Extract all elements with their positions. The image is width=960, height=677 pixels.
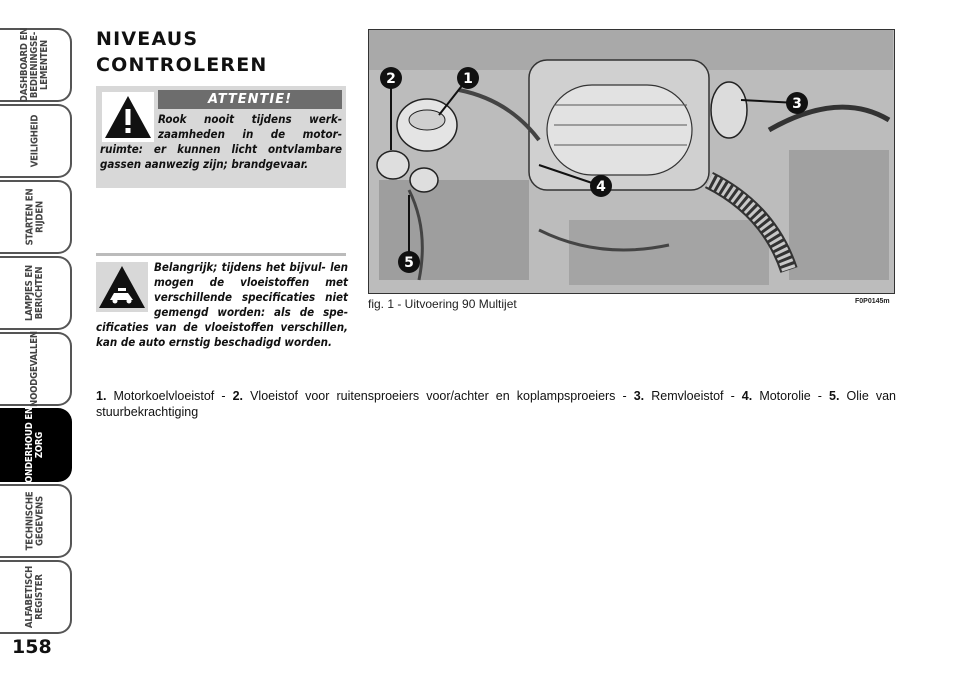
figure-caption: fig. 1 - Uitvoering 90 Multijet xyxy=(368,297,517,311)
warning-heading: ATTENTIE! xyxy=(158,90,342,109)
tab-noodgevallen[interactable] xyxy=(0,332,72,406)
tab-label: LAMPJES EN BERICHTEN xyxy=(23,265,45,321)
legend-num: 3. xyxy=(633,389,645,403)
callout-2 xyxy=(380,67,402,89)
legend-text: Motorkoelvloeistof xyxy=(113,389,215,403)
tab-alfabetisch-register[interactable] xyxy=(0,560,72,634)
warning-text-wrap xyxy=(100,112,342,172)
callout-1 xyxy=(457,67,479,89)
legend-text: Olie van stuurbekrachtiging xyxy=(96,389,896,419)
tab-technische-gegevens[interactable] xyxy=(0,484,72,558)
callout-5-label: 5 xyxy=(404,255,414,271)
page-title: NIVEAUS CONTROLEREN xyxy=(96,28,268,76)
note-divider xyxy=(96,253,346,256)
legend-text: Motorolie xyxy=(759,389,811,403)
tab-label: DASHBOARD EN BEDIENINGSE- LEMENTEN xyxy=(19,27,50,103)
legend-text: Remvloeistof xyxy=(651,389,724,403)
tab-label: ONDERHOUD EN ZORG xyxy=(24,407,45,483)
legend-separator: - xyxy=(214,389,233,403)
legend-num: 2. xyxy=(232,389,243,403)
legend-separator: - xyxy=(615,389,634,403)
legend-num: 5. xyxy=(829,389,840,403)
callout-2-label: 2 xyxy=(386,71,396,87)
legend-num: 4. xyxy=(741,389,753,403)
figure-legend xyxy=(96,388,896,420)
callout-1-label: 1 xyxy=(463,71,473,87)
tab-label: TECHNISCHE GEGEVENS xyxy=(23,491,45,551)
callout-4 xyxy=(590,175,612,197)
callout-4-label: 4 xyxy=(596,179,606,195)
tab-label: VEILIGHEID xyxy=(28,114,40,168)
engine-bay-illustration xyxy=(369,30,893,292)
page-number: 158 xyxy=(12,636,52,658)
warning-text: Rook nooit tijdens werk- zaamheden in de motor- ruimte: er kunnen licht ontvlambare gassen aanwezig zijn; brandgevaar. xyxy=(100,112,342,171)
tab-label: STARTEN EN RIJDEN xyxy=(24,188,45,246)
tab-label: NOODGEVALLEN xyxy=(29,331,41,407)
legend-text: Vloeistof voor ruitensproeiers voor/achter en koplampsproeiers xyxy=(250,389,616,403)
engine-bay-figure xyxy=(368,29,895,294)
legend-num: 1. xyxy=(96,389,107,403)
tab-veiligheid[interactable] xyxy=(0,104,72,178)
callout-5 xyxy=(398,251,420,273)
tab-starten-en-rijden[interactable] xyxy=(0,180,72,254)
callout-3 xyxy=(786,92,808,114)
figure-code: F0P0145m xyxy=(855,298,890,305)
legend-separator: - xyxy=(810,389,830,403)
note-text: Belangrijk; tijdens het bijvul- len mogen de vloeistoffen met verschillende specificaties niet gemengd worden: als de spe- cificaties van de vloeistoffen verschillen, kan de auto ernstig beschadigd worden. xyxy=(96,260,348,349)
warning-box xyxy=(96,86,346,188)
tab-label: ALFABETISCH REGISTER xyxy=(23,565,45,629)
legend-separator: - xyxy=(723,389,742,403)
tab-onderhoud-en-zorg[interactable] xyxy=(0,408,72,482)
callout-3-label: 3 xyxy=(792,96,802,112)
tab-dashboard[interactable] xyxy=(0,28,72,102)
car-maintenance-icon xyxy=(96,262,148,312)
tab-lampjes-en-berichten[interactable] xyxy=(0,256,72,330)
